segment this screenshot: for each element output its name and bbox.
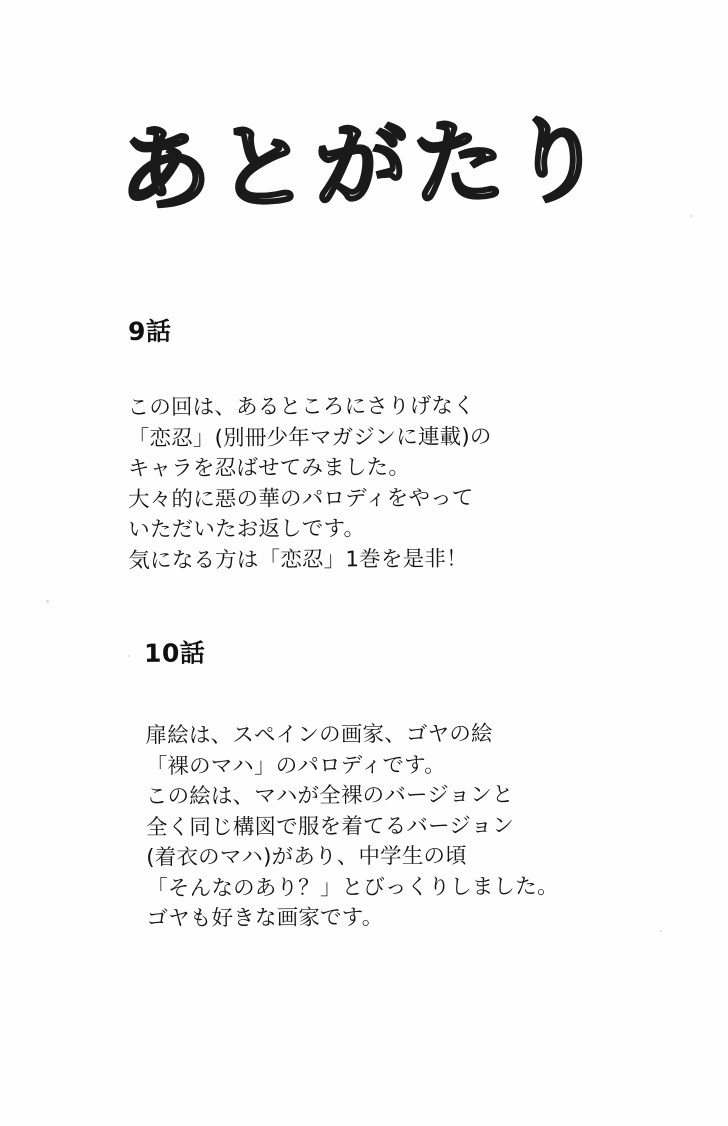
section-episode-9 <box>128 310 688 575</box>
paper-speck <box>690 215 692 217</box>
page-title <box>0 106 728 225</box>
section-heading: 10話 <box>143 638 206 668</box>
section-episode-10 <box>128 632 688 934</box>
paper-speck <box>660 930 662 932</box>
section-body: この回は、あるところにさりげなく 「恋忍」(別冊少年マガジンに連載)の キャラを忍ばせてみました。 大々的に惡の華のパロディをやって いただいたお返しです。 気になる方は「恋忍」1巻を是非！ <box>127 393 492 574</box>
section-heading: 9話 <box>127 316 172 346</box>
section-body: 扉絵は、スペインの画家、ゴヤの絵 「裸のマハ」のパロディです。 この絵は、マハが全裸のバージョンと 全く同じ構図で服を着てるバージョン (着衣のマハ)があり、中学生の頃 「そんなのあり？」とびっくりしました。 ゴヤも好きな画家です。 <box>145 721 559 932</box>
paper-speck <box>128 655 130 657</box>
page-title-text: あとがたり <box>117 106 611 225</box>
paper-speck <box>46 600 49 603</box>
